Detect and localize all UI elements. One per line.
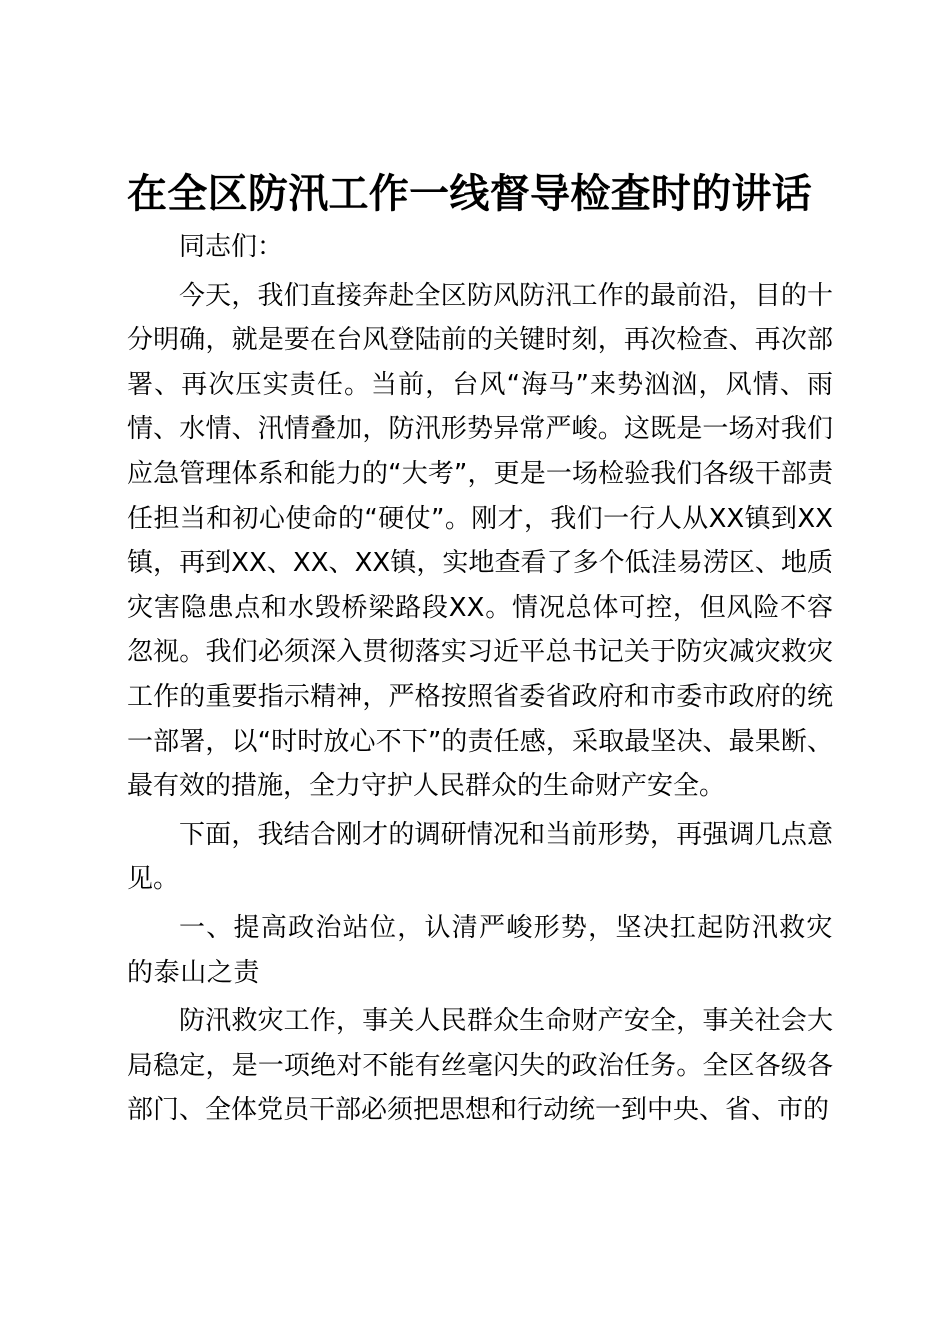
section-heading-1: 一、提高政治站位，认清严峻形势，坚决扛起防汛救灾的泰山之责: [127, 912, 833, 988]
paragraph-transition: 下面，我结合刚才的调研情况和当前形势，再强调几点意见。: [127, 819, 833, 895]
document-body: [127, 225, 833, 1137]
salutation: 同志们：: [179, 232, 284, 262]
paragraph-opening: 今天，我们直接奔赴全区防风防汛工作的最前沿，目的十分明确，就是要在台风登陆前的关键时刻，再次检查、再次部署、再次压实责任。当前，台风“海马”来势汹汹，风情、雨情、水情、汛情叠加，防汛形势异常严峻。这既是一场对我们应急管理体系和能力的“大考”，更是一场检验我们各级干部责任担当和初心使命的“硬仗”。刚才，我们一行人从XX镇到XX镇，再到XX、XX、XX镇，实地查看了多个低洼易涝区、地质灾害隐患点和水毁桥梁路段XX。情况总体可控，但风险不容忽视。我们必须深入贯彻落实习近平总书记关于防灾减灾救灾工作的重要指示精神，严格按照省委省政府和市委市政府的统一部署，以“时时放心不下”的责任感，采取最坚决、最果断、最有效的措施，全力守护人民群众的生命财产安全。: [127, 280, 833, 802]
document-title: 在全区防汛工作一线督导检查时的讲话: [127, 170, 813, 217]
section-paragraph-1: 防汛救灾工作，事关人民群众生命财产安全，事关社会大局稳定，是一项绝对不能有丝毫闪失的政治任务。全区各级各部门、全体党员干部必须把思想和行动统一到中央、省、市的: [127, 1006, 833, 1126]
